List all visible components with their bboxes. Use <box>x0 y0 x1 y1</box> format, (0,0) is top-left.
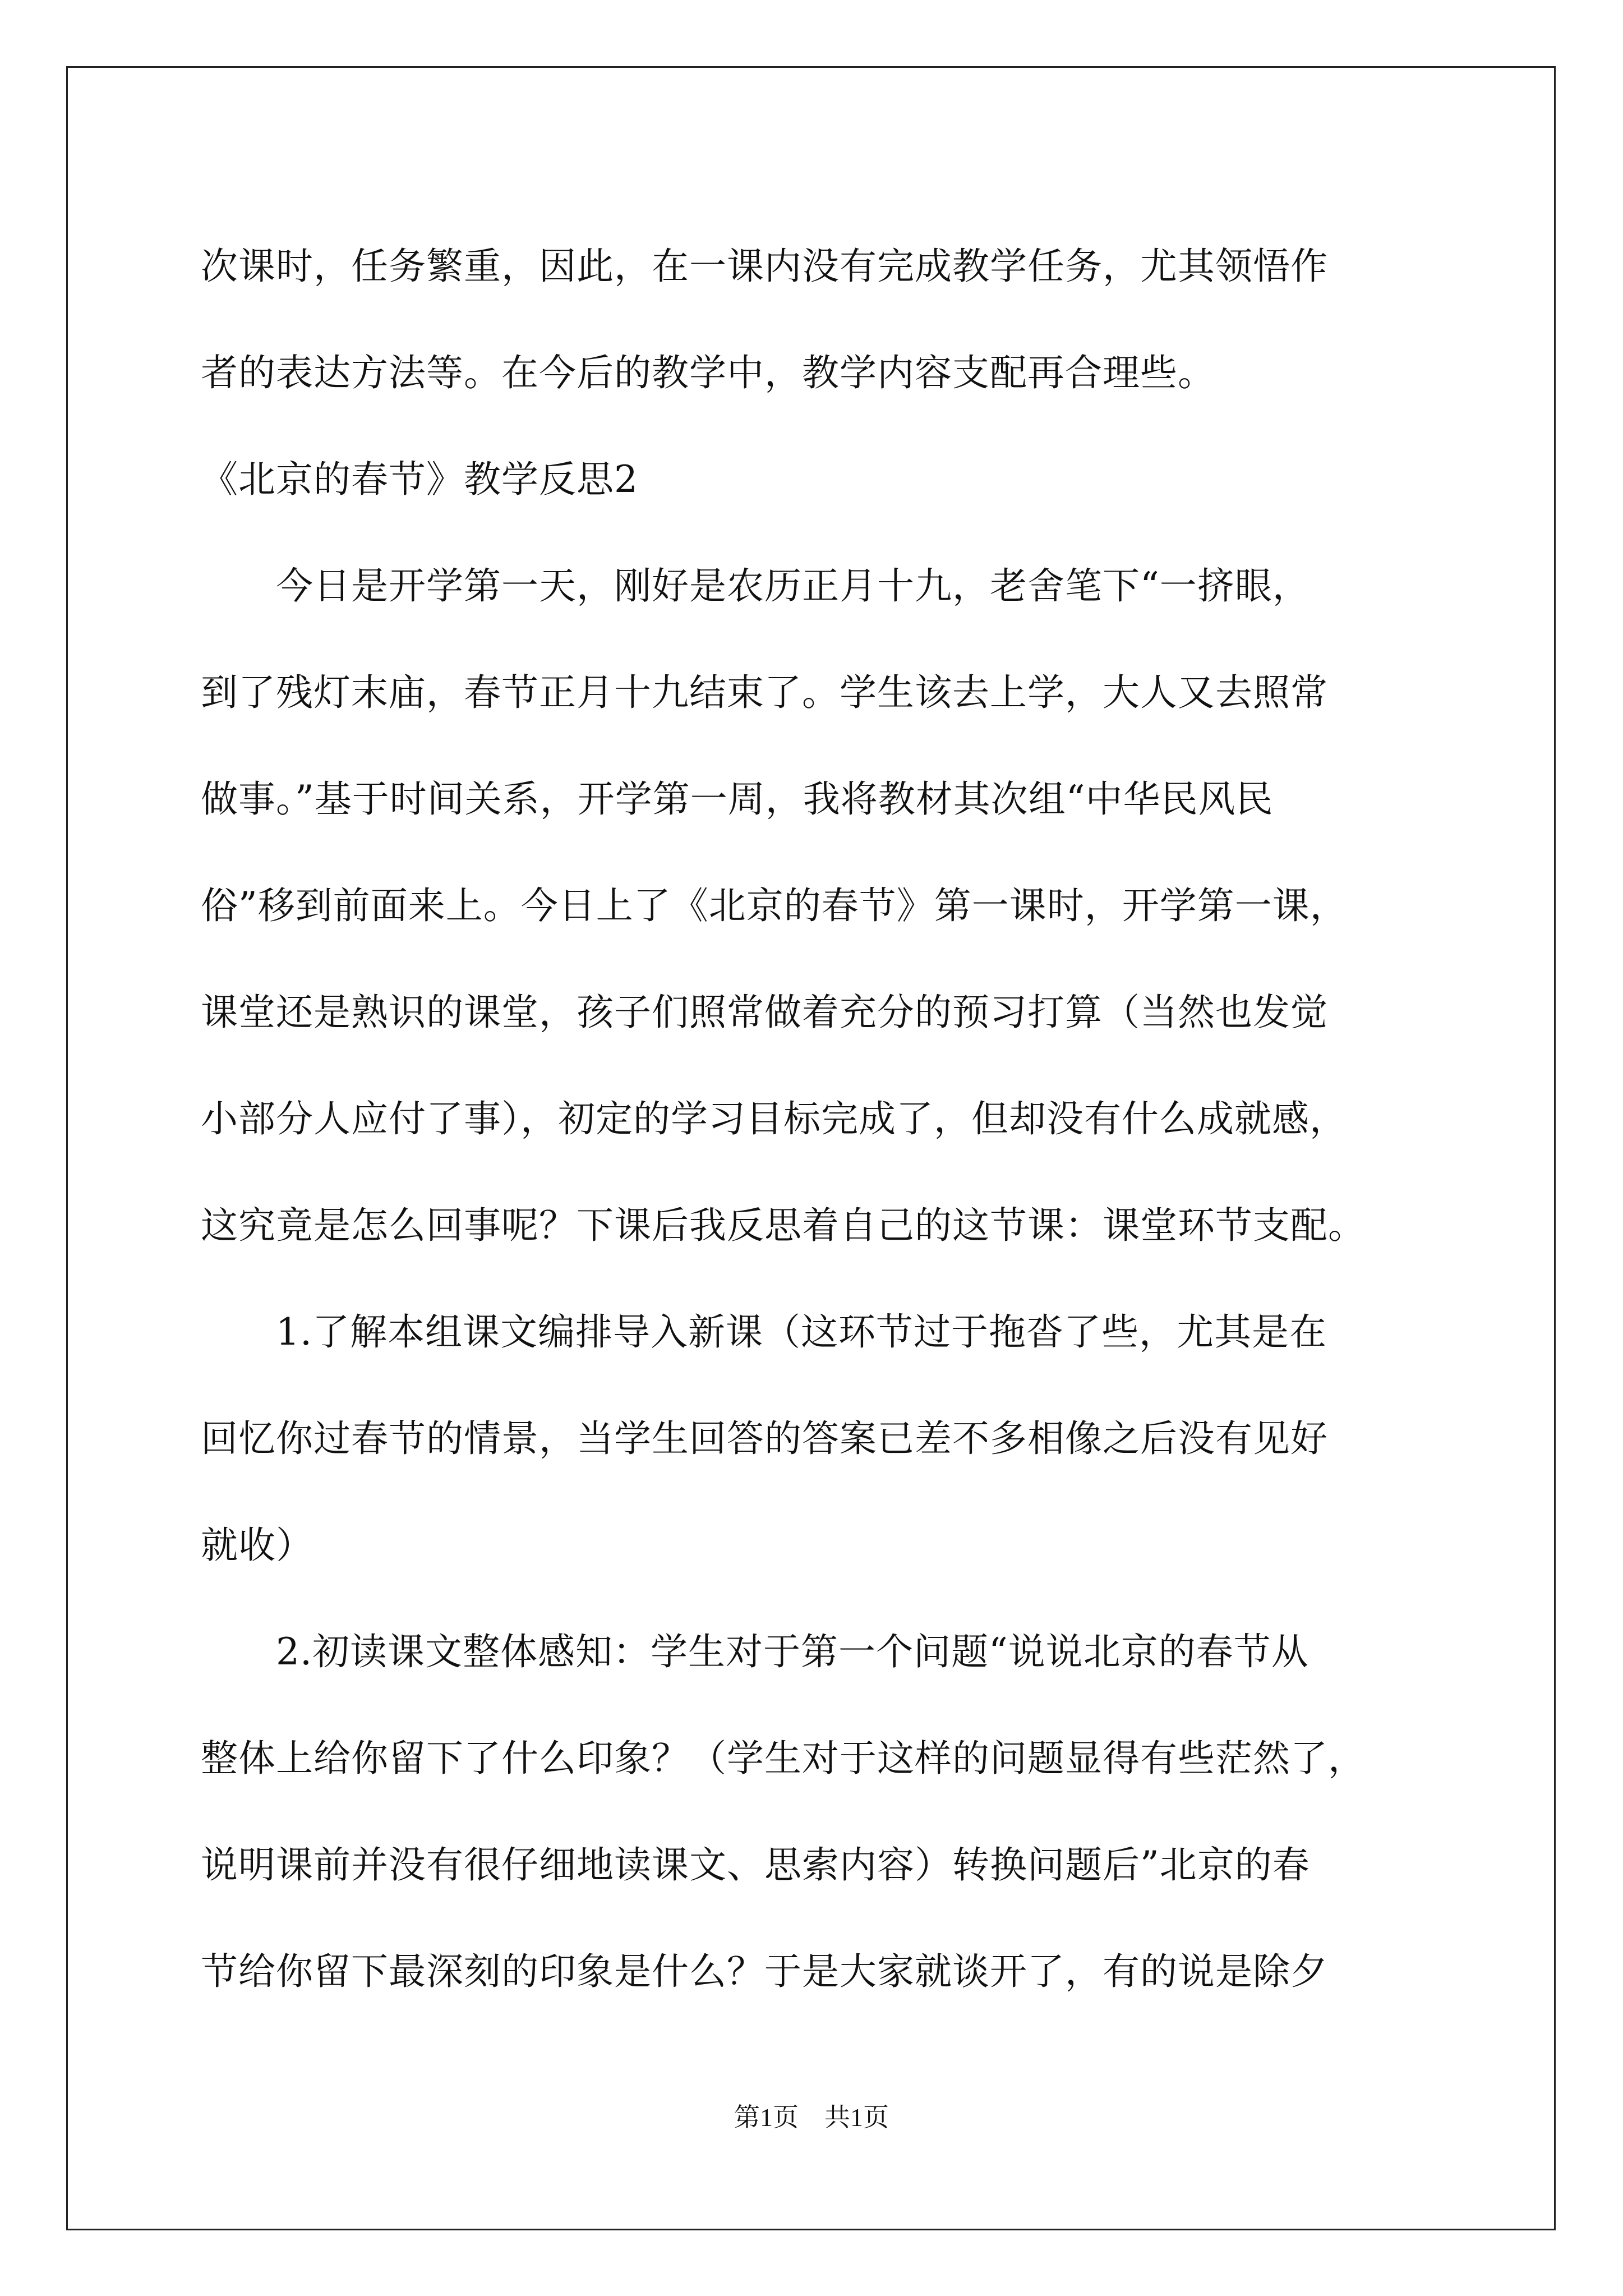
paragraph-line: 者的表达方法等。在今后的教学中，教学内容支配再合理些。 <box>201 351 1215 394</box>
section-title: 《北京的春节》教学反思2 <box>201 458 638 501</box>
page-footer: 第1页 共1页 <box>734 2103 889 2132</box>
paragraph-line: 1.了解本组课文编排导入新课（这环节过于拖沓了些，尤其是在 <box>201 1310 1327 1354</box>
document-body <box>201 213 1429 2025</box>
paragraph-line: 就收） <box>201 1524 313 1567</box>
paragraph-line: 次课时，任务繁重，因此，在一课内没有完成教学任务，尤其领悟作 <box>201 245 1328 288</box>
paragraph-line: 节给你留下最深刻的印象是什么？于是大家就谈开了，有的说是除夕 <box>201 1950 1328 1993</box>
paragraph-line: 这究竟是怎么回事呢？下课后我反思着自己的这节课：课堂环节支配。 <box>201 1204 1366 1247</box>
paragraph-line: 到了残灯末庙，春节正月十九结束了。学生该去上学，大人又去照常 <box>201 671 1328 714</box>
paragraph-line: 课堂还是熟识的课堂，孩子们照常做着充分的预习打算（当然也发觉 <box>201 991 1328 1034</box>
paragraph-line: 做事。”基于时间关系，开学第一周，我将教材其次组“中华民风民 <box>201 777 1274 821</box>
paragraph-line: 2.初读课文整体感知：学生对于第一个问题“说说北京的春节从 <box>201 1630 1309 1673</box>
paragraph-line: 俗”移到前面来上。今日上了《北京的春节》第一课时，开学第一课， <box>201 884 1348 927</box>
paragraph-line: 说明课前并没有很仔细地读课文、思索内容）转换问题后”北京的春 <box>201 1843 1310 1887</box>
paragraph-line: 今日是开学第一天，刚好是农历正月十九，老舍笔下“一挤眼， <box>201 564 1310 608</box>
paragraph-line: 整体上给你留下了什么印象？（学生对于这样的问题显得有些茫然了， <box>201 1737 1366 1780</box>
paragraph-line: 回忆你过春节的情景，当学生回答的答案已差不多相像之后没有见好 <box>201 1417 1328 1460</box>
paragraph-line: 小部分人应付了事），初定的学习目标完成了，但却没有什么成就感， <box>201 1097 1347 1140</box>
